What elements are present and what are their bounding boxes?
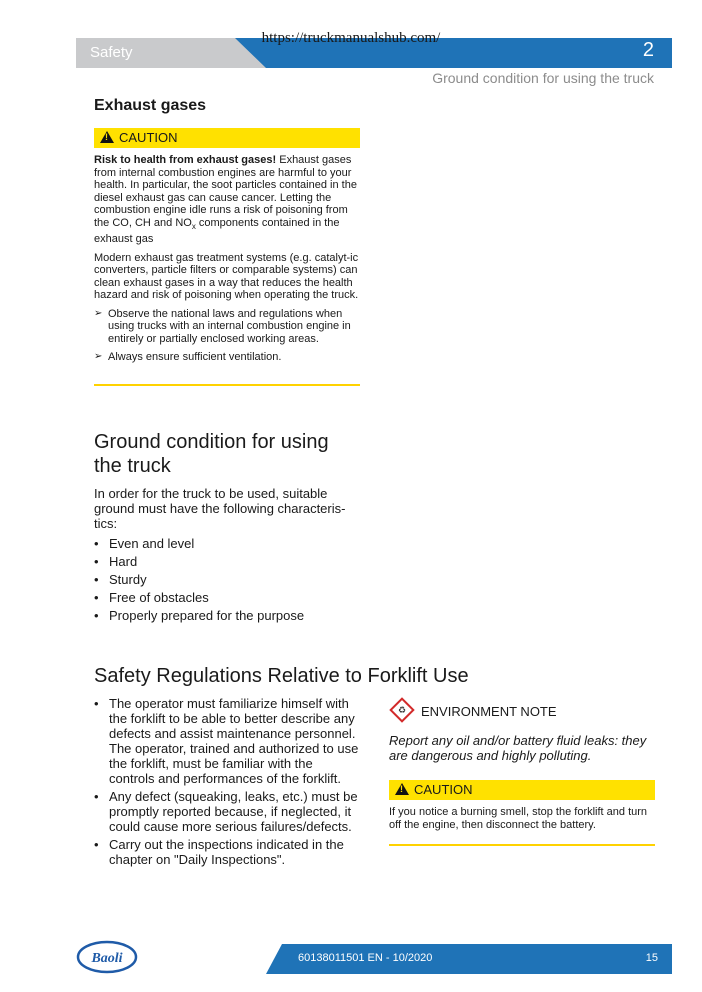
env-note-label: ENVIRONMENT NOTE <box>421 704 557 719</box>
exhaust-warning-text: Risk to health from exhaust gases! Exhaust gases from internal combustion engines are harmful to your health. In particular, the soot particles contained in the diesel exhaust gas can cause cancer. Letting the combustion engine idle runs a risk of poisoning from the CO, CH and $NO_x$ components contained in the exhaust gas Modern exhaust gas treatment systems (e.g. catalyt-ic converters, particle filters or comparable systems) can clean exhaust gases in a way that reduces the health hazard and risk of poisoning when operating the truck. ➢ Observe the national laws and regulations when using trucks with an internal combustion engine in entirely or partially enclosed working areas. ➢ Always ensure sufficient ventilation. <box>94 154 364 364</box>
exhaust-heading: Exhaust gases <box>94 97 207 114</box>
env-note-text: Report any oil and/or battery fluid leaks: they are dangerous and highly polluting. <box>389 733 647 763</box>
caution-2-end-line <box>389 844 655 846</box>
caution-banner <box>94 128 360 148</box>
header-section-title: Safety <box>90 44 133 61</box>
caution-label: CAUTION <box>414 782 473 797</box>
page-number: 15 <box>645 952 658 964</box>
baoli-logo <box>76 940 138 974</box>
forklift-heading: Safety Regulations Relative to Forklift Use <box>94 665 469 687</box>
instruction-item: ➢ Observe the national laws and regulations when using trucks with an internal combustion engine in entirely or partially enclosed working areas. <box>94 308 364 346</box>
environment-hazard-icon: ♻ <box>389 697 414 722</box>
list-item: • Properly prepared for the purpose <box>94 607 358 625</box>
warning-triangle-icon <box>100 131 114 143</box>
forklift-list <box>94 696 360 867</box>
svg-text:Baoli: Baoli <box>91 951 123 966</box>
list-item: • Carry out the inspections indicated in the chapter on "Daily Inspections". <box>94 837 360 867</box>
ground-heading: Ground condition for using the truck <box>94 431 329 477</box>
page-subtitle: Ground condition for using the truck <box>432 70 654 86</box>
watermark-url[interactable]: https://truckmanualshub.com/ <box>261 30 441 46</box>
list-item: • Even and level <box>94 535 358 553</box>
caution-label: CAUTION <box>119 130 178 145</box>
list-item: • Hard <box>94 553 358 571</box>
list-item: • Sturdy <box>94 571 358 589</box>
exhaust-paragraph: Modern exhaust gas treatment systems (e.g. catalyt-ic converters, particle filters or comparable systems) can clean exhaust gases in a way that reduces the health hazard and risk of poisoning when operating the truck. <box>94 251 359 302</box>
caution-banner-2 <box>389 780 655 800</box>
instruction-item: ➢ Always ensure sufficient ventilation. <box>94 351 364 364</box>
ground-intro: In order for the truck to be used, suitable ground must have the following characteris-tics: <box>94 486 346 531</box>
caution-2-text: If you notice a burning smell, stop the forklift and turn off the engine, then disconnect the battery. <box>389 806 648 831</box>
caution-end-line <box>94 384 360 386</box>
chapter-number: 2 <box>642 39 654 61</box>
warning-triangle-icon <box>395 783 409 795</box>
warning-bold-text: Risk to health from exhaust gases! <box>94 154 277 166</box>
ground-list <box>94 535 358 625</box>
list-item: • Any defect (squeaking, leaks, etc.) must be promptly reported because, if neglected, it could cause more serious failures/defects. <box>94 789 360 834</box>
list-item: • The operator must familiarize himself with the forklift to be able to better describe any defects and assist maintenance personnel. The operator, trained and authorized to use the forklift, must be familiar with the controls and performances of the forklift. <box>94 696 360 786</box>
document-code: 60138011501 EN - 10/2020 <box>298 952 433 964</box>
list-item: • Free of obstacles <box>94 589 358 607</box>
